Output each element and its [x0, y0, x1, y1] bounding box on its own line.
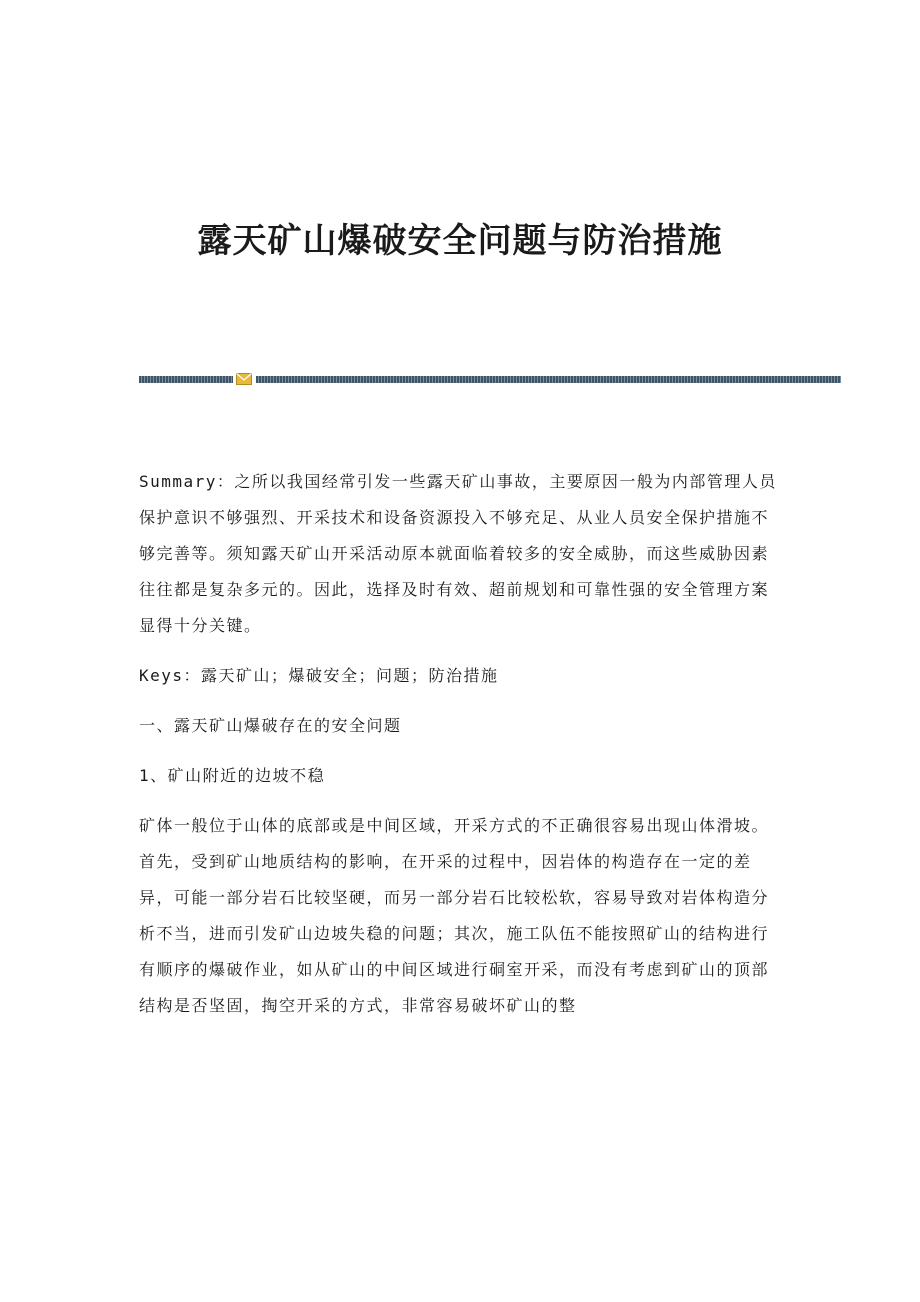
body-paragraph: 矿体一般位于山体的底部或是中间区域，开采方式的不正确很容易出现山体滑坡。首先，受到矿山地质结构的影响，在开采的过程中，因岩体的构造存在一定的差异，可能一部分岩石比较坚硬，而另一部分岩石比较松软，容易导致对岩体构造分析不当，进而引发矿山边坡失稳的问题；其次，施工队伍不能按照矿山的结构进行有顺序的爆破作业，如从矿山的中间区域进行硐室开采，而没有考虑到矿山的顶部结构是否坚固，掏空开采的方式，非常容易破坏矿山的整	[139, 816, 770, 1015]
divider-bar-right	[256, 376, 841, 383]
divider-bar-left	[139, 376, 233, 383]
subsection-heading: 1、矿山附近的边坡不稳	[139, 766, 326, 785]
document-body	[139, 464, 781, 1038]
title-divider	[139, 373, 841, 385]
envelope-icon	[236, 373, 252, 385]
summary-paragraph: Summary：之所以我国经常引发一些露天矿山事故，主要原因一般为内部管理人员保护意识不够强烈、开采技术和设备资源投入不够充足、从业人员安全保护措施不够完善等。须知露天矿山开采活动原本就面临着较多的安全威胁，而这些威胁因素往往都是复杂多元的。因此，选择及时有效、超前规划和可靠性强的安全管理方案显得十分关键。	[139, 472, 777, 635]
keywords-paragraph: Keys：露天矿山；爆破安全；问题；防治措施	[139, 666, 499, 685]
section-heading: 一、露天矿山爆破存在的安全问题	[139, 716, 402, 735]
document-title: 露天矿山爆破安全问题与防治措施	[197, 221, 723, 261]
